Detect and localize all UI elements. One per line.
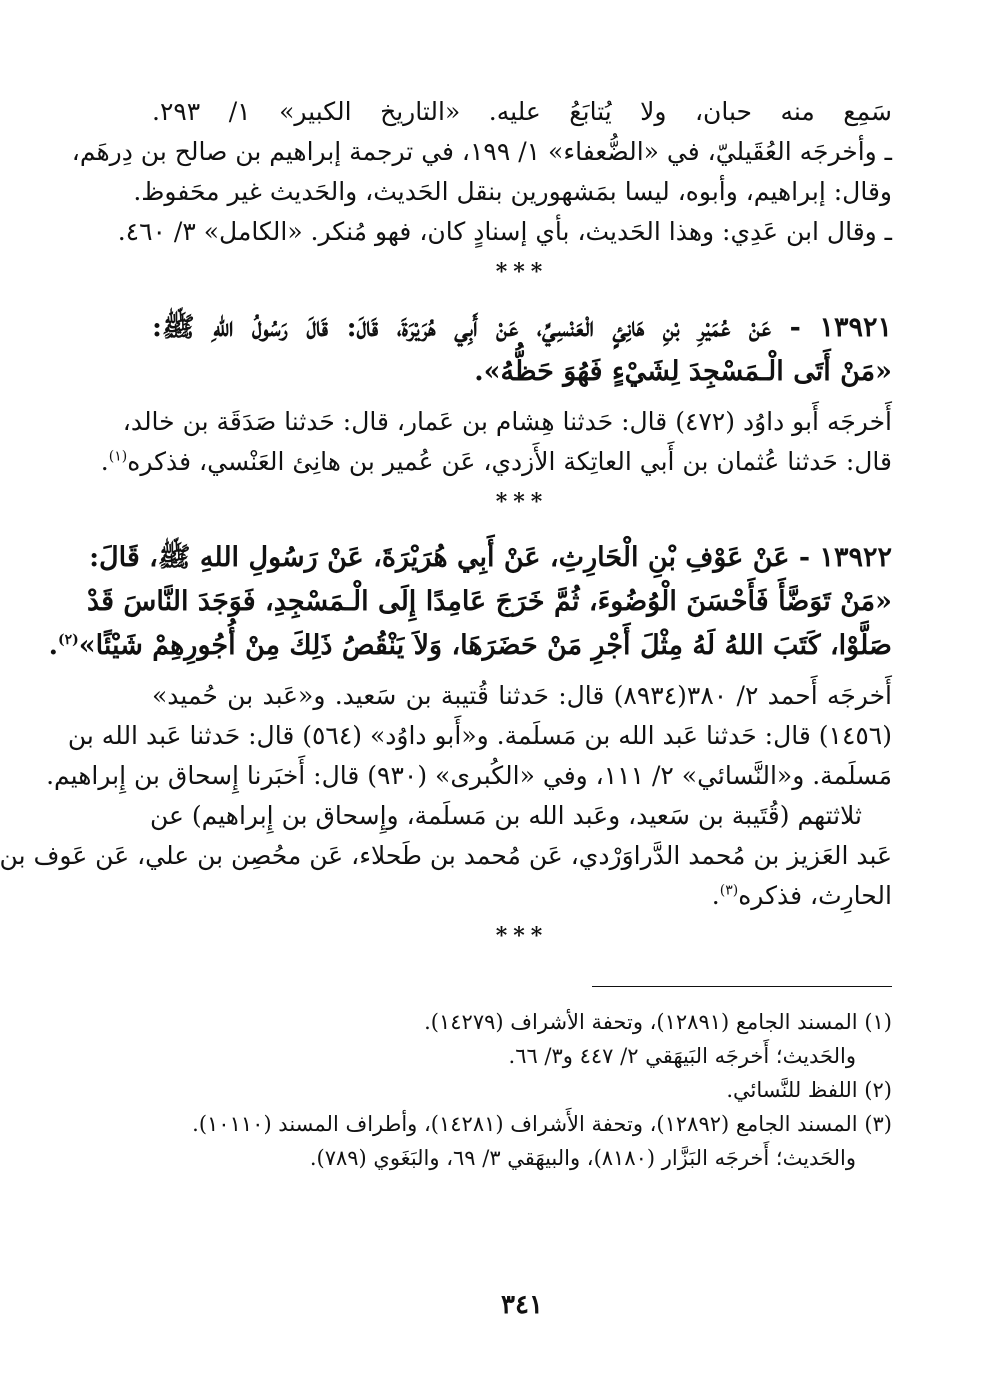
footnote-ref-3[interactable]: (٣) (719, 882, 739, 899)
footnote-1-line-2: والحَديث؛ أَخرجَه البَيهَقي ٢/ ٤٤٧ و٣/ ٦٦. (508, 1044, 856, 1068)
hadith-13921-line-1: ١٣٩٢١ - عَنْ عُمَيْرِ بْنِ هَانِئٍ الْعَنْسِيِّ، عَنْ أَبِي هُرَيْرَةَ، قَالَ: قَالَ رَسُولُ اللهِ ﷺ: (152, 312, 892, 343)
chain-text: الحارِث، فذكره (738, 881, 892, 910)
footnote-1-line-1: (١) المسند الجامع (١٢٨٩١)، وتحفة الأشراف (١٤٢٧٩). (424, 1010, 892, 1034)
intro-line-4: ـ وقال ابن عَدِي: وهذا الحَديث، بأي إسنادٍ كان، فهو مُنكر. «الكامل» ٣/ ٤٦٠. (117, 217, 892, 246)
hadith-13922-takhrij-line-3: مَسلَمة. و«النَّسائي» ٢/ ١١١، وفي «الكُبرى» (٩٣٠) قال: أَخبَرنا إِسحاق بن إِبراهيم. (46, 761, 892, 790)
section-separator-1: *** (495, 259, 549, 285)
hadith-13921-takhrij-line-1: أَخرجَه أَبو داوُد (٤٧٢) قال: حَدثنا هِشام بن عَمار، قال: حَدثنا صَدَقَة بن خالد، (122, 407, 892, 436)
hadith-13922-chain-line-3: الحارِث، فذكره$^{(٣)}$. (711, 881, 892, 910)
hadith-13922-takhrij-line-2: (١٤٥٦) قال: حَدثنا عَبد الله بن مَسلَمة. و«أَبو داوُد» (٥٦٤) قال: حَدثنا عَبد الله بن (67, 721, 892, 750)
footnote-3-line-2: والحَديث؛ أَخرجَه البَزَّار (٨١٨٠)، والبيهَقي ٣/ ٦٩، والبَغَوي (٧٨٩). (309, 1146, 856, 1170)
takhrij-text: قال: حَدثنا عُثمان بن أَبي العاتِكة الأَزدي، عَن عُمير بن هانِئ العَنْسي، فذكره (127, 447, 892, 476)
hadith-13922-line-2: «مَنْ تَوَضَّأَ فَأَحْسَنَ الْوُضُوءَ، ثُمَّ خَرَجَ عَامِدًا إِلَى الْـمَسْجِدِ، فَوَجَدَ النَّاسَ قَدْ (86, 586, 892, 617)
footnote-2-line-1: (٢) اللفظ للنَّسائي. (726, 1078, 892, 1102)
intro-line-1: سَمِع منه حبان، ولا يُتابَعُ عليه. «التاريخ الكبير» ١/ ٢٩٣. (152, 97, 892, 126)
hadith-13922-chain-line-1: ثلاثتهم (قُتَيبة بن سَعيد، وعَبد الله بن مَسلَمة، وإِسحاق بن إِبراهيم) عن (149, 801, 862, 830)
page-number: ٣٤١ (501, 1290, 543, 1320)
hadith-13922-chain-line-2: عَبد العَزيز بن مُحمد الدَّراوَرْدي، عَن مُحمد بن طَحلاء، عَن محُصِن بن علي، عَن عَوف بن (0, 841, 892, 870)
hadith-13921-line-2: «مَنْ أَتَى الْـمَسْجِدَ لِشَيْءٍ فَهُوَ حَظُّهُ». (474, 356, 892, 387)
intro-line-3: وقال: إبراهيم، وأبوه، ليسا بمَشهورين بنقل الحَديث، والحَديث غير محَفوظ. (133, 177, 892, 206)
footnote-ref-1[interactable]: (١) (108, 448, 128, 465)
hadith-13921-takhrij-line-2: قال: حَدثنا عُثمان بن أَبي العاتِكة الأَزدي، عَن عُمير بن هانِئ العَنْسي، فذكره$^{(١)}$. (100, 447, 892, 476)
hadith-13922-line-3: صَلَّوْا، كَتَبَ اللهُ لَهُ مِثْلَ أَجْرِ مَنْ حَضَرَهَا، وَلاَ يَنْقُصُ ذَلِكَ مِنْ أُجُورِهِمْ شَيْئًا»$^{(٢)}$. (48, 630, 892, 661)
footnote-divider (592, 986, 892, 987)
hadith-13922-line-1: ١٣٩٢٢ - عَنْ عَوْفِ بْنِ الْحَارِثِ، عَنْ أَبِي هُرَيْرَةَ، عَنْ رَسُولِ اللهِ ﷺ، قَالَ: (89, 542, 892, 573)
footnote-3-line-1: (٣) المسند الجامع (١٢٨٩٢)، وتحفة الأَشراف (١٤٢٨١)، وأطراف المسند (١٠١١٠). (192, 1112, 892, 1136)
intro-line-2: ـ وأخرجَه العُقَيليّ، في «الضُّعفاء» ١/ ١٩٩، في ترجمة إبراهيم بن صالح بن دِرهَم، (71, 137, 892, 166)
section-separator-2: *** (495, 489, 549, 515)
section-separator-3: *** (495, 923, 549, 949)
hadith-13922-takhrij-line-1: أَخرجَه أَحمد ٢/ ٣٨٠(٨٩٣٤) قال: حَدثنا قُتيبة بن سَعيد. و«عَبد بن حُميد» (152, 681, 893, 710)
footnote-ref-2[interactable]: (٢) (58, 632, 79, 648)
hadith-text: صَلَّوْا، كَتَبَ اللهُ لَهُ مِثْلَ أَجْرِ مَنْ حَضَرَهَا، وَلاَ يَنْقُصُ ذَلِكَ مِنْ أُجُورِهِمْ شَيْئًا» (78, 630, 892, 661)
